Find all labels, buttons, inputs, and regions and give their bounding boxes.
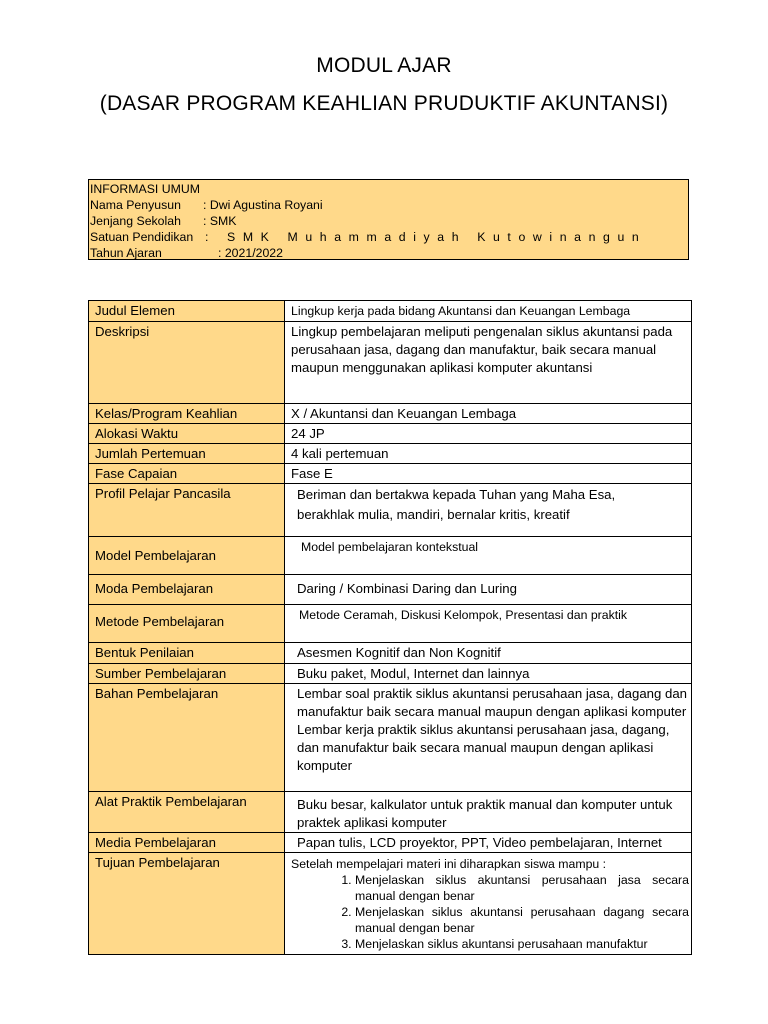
- table-row: [89, 322, 692, 404]
- table-row: [89, 605, 692, 643]
- row-label: Judul Elemen: [89, 301, 285, 322]
- row-label: Moda Pembelajaran: [89, 575, 285, 605]
- table-row: [89, 444, 692, 464]
- row-label: Jumlah Pertemuan: [89, 444, 285, 464]
- row-label: Bentuk Penilaian: [89, 643, 285, 664]
- row-label: Sumber Pembelajaran: [89, 664, 285, 684]
- row-value: 24 JP: [285, 424, 692, 444]
- table-row: [89, 424, 692, 444]
- row-label: Bahan Pembelajaran: [89, 684, 285, 792]
- table-row: [89, 537, 692, 575]
- info-tahun-label: Tahun Ajaran: [90, 246, 162, 260]
- row-value: Model pembelajaran kontekstual: [285, 537, 692, 575]
- row-value: Beriman dan bertakwa kepada Tuhan yang Maha Esa, berakhlak mulia, mandiri, bernalar kritis, kreatif: [285, 484, 692, 537]
- table-row: [89, 404, 692, 424]
- info-heading: INFORMASI UMUM: [90, 182, 200, 196]
- document-title: MODUL AJAR: [316, 54, 452, 77]
- table-row: [89, 684, 692, 792]
- row-value: Lingkup kerja pada bidang Akuntansi dan Keuangan Lembaga: [285, 301, 692, 322]
- row-value: [285, 684, 692, 792]
- row-value: Daring / Kombinasi Daring dan Luring: [285, 575, 692, 605]
- info-jenjang-label: Jenjang Sekolah: [90, 214, 181, 228]
- table-row: [89, 664, 692, 684]
- list-item: 2. Menjelaskan siklus akuntansi perusahaan dagang secara manual dengan benar: [355, 904, 689, 936]
- table-row: [89, 792, 692, 833]
- row-value: Asesmen Kognitif dan Non Kognitif: [285, 643, 692, 664]
- row-value: Buku besar, kalkulator untuk praktik manual dan komputer untuk praktek aplikasi komputer: [285, 792, 692, 833]
- row-value: Fase E: [285, 464, 692, 484]
- row-value: Papan tulis, LCD proyektor, PPT, Video pembelajaran, Internet: [285, 833, 692, 853]
- row-value: X / Akuntansi dan Keuangan Lembaga: [285, 404, 692, 424]
- info-jenjang-value: : SMK: [203, 214, 237, 228]
- info-tahun-value: : 2021/2022: [218, 246, 283, 260]
- row-label: Metode Pembelajaran: [89, 605, 285, 643]
- row-label: Fase Capaian: [89, 464, 285, 484]
- row-value: [285, 853, 692, 955]
- row-label: Alokasi Waktu: [89, 424, 285, 444]
- info-penyusun-value: : Dwi Agustina Royani: [203, 198, 323, 212]
- row-label: Kelas/Program Keahlian: [89, 404, 285, 424]
- table-row: [89, 484, 692, 537]
- row-label: Model Pembelajaran: [89, 537, 285, 575]
- table-row: [89, 575, 692, 605]
- row-value: Metode Ceramah, Diskusi Kelompok, Presentasi dan praktik: [285, 605, 692, 643]
- row-label: Profil Pelajar Pancasila: [89, 484, 285, 537]
- general-info-box: [88, 179, 689, 260]
- info-satuan-value: : SMK Muhammadiyah Kutowinangun: [205, 230, 647, 244]
- list-item: 1. Menjelaskan siklus akuntansi perusahaan jasa secara manual dengan benar: [355, 872, 689, 904]
- goals-intro: Setelah mempelajari materi ini diharapkan siswa mampu :: [291, 857, 607, 871]
- info-satuan-label: Satuan Pendidikan: [90, 230, 194, 244]
- list-item: 3. Menjelaskan siklus akuntansi perusahaan manufaktur: [355, 936, 689, 952]
- table-row: [89, 643, 692, 664]
- row-label: Alat Praktik Pembelajaran: [89, 792, 285, 833]
- bahan-item-1: Lembar soal praktik siklus akuntansi perusahaan jasa, dagang dan manufaktur baik secara manual maupun dengan aplikasi komputer: [297, 686, 688, 719]
- info-jenjang-row: [90, 213, 688, 229]
- info-satuan-row: [90, 229, 688, 245]
- module-details-table: [88, 300, 692, 955]
- goals-list: [291, 872, 689, 952]
- info-penyusun-row: [90, 197, 688, 213]
- table-row: [89, 833, 692, 853]
- row-value: Lingkup pembelajaran meliputi pengenalan siklus akuntansi pada perusahaan jasa, dagang dan manufaktur, baik secara manual maupun menggunakan aplikasi komputer akuntansi: [285, 322, 692, 404]
- table-row: [89, 853, 692, 955]
- row-label: Media Pembelajaran: [89, 833, 285, 853]
- document-subtitle: (DASAR PROGRAM KEAHLIAN PRUDUKTIF AKUNTANSI): [99, 92, 669, 115]
- table-row: [89, 301, 692, 322]
- info-tahun-row: [90, 245, 688, 261]
- info-penyusun-label: Nama Penyusun: [90, 198, 181, 212]
- table-row: [89, 464, 692, 484]
- row-value: Buku paket, Modul, Internet dan lainnya: [285, 664, 692, 684]
- row-label: Tujuan Pembelajaran: [89, 853, 285, 955]
- row-value: 4 kali pertemuan: [285, 444, 692, 464]
- row-label: Deskripsi: [89, 322, 285, 404]
- bahan-item-2: Lembar kerja praktik siklus akuntansi perusahaan jasa, dagang, dan manufaktur baik secara manual maupun dengan aplikasi komputer: [297, 722, 670, 773]
